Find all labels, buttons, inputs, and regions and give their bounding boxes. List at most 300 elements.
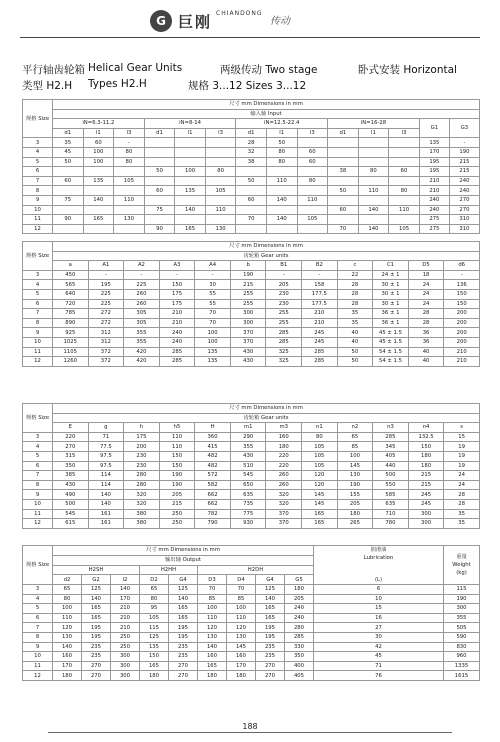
size-cell: 4 <box>23 594 53 604</box>
table-cell: 30 <box>195 280 231 290</box>
table-cell: 177.5 <box>302 289 338 299</box>
table-row <box>23 642 480 652</box>
table-cell: 230 <box>266 289 302 299</box>
table-cell <box>266 186 297 196</box>
table-cell: 275 <box>419 224 449 234</box>
table-cell: 36 <box>408 328 444 338</box>
table-row <box>23 328 480 338</box>
table-cell: 355 <box>230 442 266 452</box>
table-cell <box>175 215 206 225</box>
table-cell: 350 <box>53 461 89 471</box>
table-cell <box>205 195 236 205</box>
table-cell: 590 <box>444 632 480 642</box>
table-cell: 240 <box>449 176 479 186</box>
table-cell: 370 <box>266 519 302 529</box>
table-row <box>23 186 480 196</box>
table-cell: 105 <box>302 461 338 471</box>
table-cell: 136 <box>444 280 480 290</box>
table-cell: 1335 <box>444 661 480 671</box>
table-cell: 161 <box>88 509 124 519</box>
table-cell: 105 <box>389 224 420 234</box>
table-cell: 85 <box>337 442 373 452</box>
table-cell <box>175 176 206 186</box>
table-cell: 250 <box>111 642 140 652</box>
table-cell: 150 <box>444 289 480 299</box>
group-header: H2SH <box>53 565 140 575</box>
table-cell: 195 <box>419 157 449 167</box>
table-cell: 195 <box>82 623 111 633</box>
table-cell: 19 <box>444 442 480 452</box>
table-row <box>23 167 480 177</box>
table-cell <box>236 224 267 234</box>
table-cell: 55 <box>195 289 231 299</box>
table-cell: 1025 <box>53 337 89 347</box>
table-cell <box>83 205 114 215</box>
gear-units-header: 齿轮箱 Gear units <box>53 413 480 423</box>
col-header: d1 <box>328 128 359 138</box>
table-cell: 550 <box>373 480 409 490</box>
table-cell: 255 <box>266 309 302 319</box>
page-number: 188 <box>242 722 258 731</box>
output-header: 输出轴 Output <box>53 555 314 565</box>
table-cell: 780 <box>373 519 409 529</box>
table-row <box>23 480 480 490</box>
table-cell: 430 <box>230 451 266 461</box>
table-cell: 110 <box>227 613 256 623</box>
table-cell: 135 <box>175 186 206 196</box>
table-cell: 80 <box>297 176 328 186</box>
col-header: d2 <box>53 575 82 585</box>
table-row <box>23 509 480 519</box>
table-cell <box>389 176 420 186</box>
footer-rule <box>48 732 452 733</box>
size-cell: 6 <box>23 461 53 471</box>
table-cell: 225 <box>88 289 124 299</box>
table-cell: 145 <box>337 461 373 471</box>
table-cell: 95 <box>140 604 169 614</box>
lub-unit: (L) <box>374 577 383 583</box>
table-cell <box>389 138 420 148</box>
table-cell <box>328 195 359 205</box>
col-header: d1 <box>144 128 175 138</box>
table-cell: 225 <box>88 299 124 309</box>
table-cell: 180 <box>285 585 314 595</box>
col-header: m1 <box>230 423 266 433</box>
table-cell <box>144 147 175 157</box>
table-cell: - <box>302 270 338 280</box>
table-cell: 420 <box>124 347 160 357</box>
table-cell: 190 <box>230 270 266 280</box>
table-row <box>23 138 480 148</box>
table-cell: 785 <box>53 309 89 319</box>
table-cell: 350 <box>285 652 314 662</box>
table-cell: 80 <box>266 147 297 157</box>
table-cell: 270 <box>82 671 111 681</box>
size-cell: 8 <box>23 318 53 328</box>
table-cell: 80 <box>389 186 420 196</box>
table-cell: 235 <box>169 652 198 662</box>
table-cell: 255 <box>266 318 302 328</box>
table-cell: 420 <box>124 357 160 367</box>
size-cell: 7 <box>23 309 53 319</box>
table-cell: 140 <box>198 642 227 652</box>
type-en: Types H2.H <box>88 78 147 90</box>
col-header: A1 <box>88 261 124 271</box>
table-cell: 505 <box>444 623 480 633</box>
table-row <box>23 499 480 509</box>
table-cell: 22 <box>337 270 373 280</box>
table-cell: 300 <box>230 318 266 328</box>
table-cell: 24 ± 1 <box>373 270 409 280</box>
col-header: B2 <box>302 261 338 271</box>
table-cell <box>53 167 84 177</box>
table-cell: 175 <box>159 299 195 309</box>
table-cell: 140 <box>88 499 124 509</box>
table-cell: 50 <box>236 176 267 186</box>
table-cell <box>83 167 114 177</box>
table-cell: 24 <box>444 471 480 481</box>
table-cell: 45 <box>314 652 444 662</box>
table-cell: 80 <box>114 147 145 157</box>
col-header: l3 <box>114 128 145 138</box>
table-row <box>23 347 480 357</box>
sizes: 规格 3...12 Sizes 3...12 <box>188 80 307 92</box>
table-cell <box>236 205 267 215</box>
table-cell: 45 ± 1.5 <box>373 328 409 338</box>
title-en: Helical Gear Units <box>88 62 183 74</box>
table-cell: 205 <box>337 499 373 509</box>
table-cell: 320 <box>266 499 302 509</box>
table-cell: 380 <box>124 509 160 519</box>
table-cell: 110 <box>389 205 420 215</box>
table-cell: 19 <box>444 451 480 461</box>
table-cell: 75 <box>144 205 175 215</box>
table-cell: 482 <box>195 451 231 461</box>
table-cell: 195 <box>88 280 124 290</box>
col-header: s <box>444 423 480 433</box>
col-header: l3 <box>389 128 420 138</box>
table-cell: 240 <box>419 195 449 205</box>
table-cell: 565 <box>53 280 89 290</box>
table-cell: 180 <box>337 509 373 519</box>
table-cell: 230 <box>124 451 160 461</box>
table-cell: 280 <box>285 623 314 633</box>
size-header: 规格 Size <box>23 546 53 585</box>
table-cell: 71 <box>314 661 444 671</box>
table-cell: 370 <box>230 337 266 347</box>
table-cell: 15 <box>444 432 480 442</box>
table-cell: 145 <box>302 490 338 500</box>
table-cell: 110 <box>297 195 328 205</box>
table-cell: 720 <box>53 299 89 309</box>
table-cell: 370 <box>230 328 266 338</box>
table-cell: 155 <box>337 490 373 500</box>
table-cell: - <box>159 270 195 280</box>
table-cell: 160 <box>266 432 302 442</box>
table-cell: 105 <box>205 186 236 196</box>
table-cell: 355 <box>124 337 160 347</box>
size-cell: 11 <box>23 347 53 357</box>
ratio-range: iN=12.5-22.4 <box>236 119 328 129</box>
table-cell: 300 <box>111 661 140 671</box>
table-cell: 180 <box>227 671 256 681</box>
table-row <box>23 623 480 633</box>
table-cell: 235 <box>82 652 111 662</box>
size-cell: 3 <box>23 138 53 148</box>
table-cell: 235 <box>256 642 285 652</box>
table-cell <box>358 138 389 148</box>
table-cell: 285 <box>159 347 195 357</box>
table-row <box>23 318 480 328</box>
table-row <box>23 632 480 642</box>
table-cell: 415 <box>195 442 231 452</box>
table-cell: 240 <box>159 328 195 338</box>
table-cell: 130 <box>114 215 145 225</box>
table-cell: 85 <box>198 594 227 604</box>
table-cell: 85 <box>227 594 256 604</box>
table-cell <box>266 224 297 234</box>
table-cell: 890 <box>53 318 89 328</box>
table-cell: 510 <box>230 461 266 471</box>
table-cell: - <box>266 270 302 280</box>
table-cell: 215 <box>408 480 444 490</box>
table-cell: 250 <box>159 509 195 519</box>
table-cell: 180 <box>266 442 302 452</box>
table-cell: 310 <box>449 215 479 225</box>
table-row <box>23 195 480 205</box>
table-cell: 120 <box>302 480 338 490</box>
table-cell: 300 <box>111 652 140 662</box>
table-cell <box>358 215 389 225</box>
table-cell: 220 <box>266 451 302 461</box>
table-cell: 65 <box>337 432 373 442</box>
col-header: l3 <box>297 128 328 138</box>
col-header: l1 <box>266 128 297 138</box>
table-cell: 235 <box>169 642 198 652</box>
table-cell: 615 <box>53 519 89 529</box>
size-cell: 5 <box>23 604 53 614</box>
table-cell: 110 <box>266 176 297 186</box>
table-cell: 140 <box>266 215 297 225</box>
table-cell: 440 <box>373 461 409 471</box>
table-cell: 210 <box>159 309 195 319</box>
table-cell: 140 <box>169 594 198 604</box>
table-cell: 145 <box>227 642 256 652</box>
table-cell: 70 <box>227 585 256 595</box>
table-cell: 195 <box>169 623 198 633</box>
table-cell: 215 <box>408 471 444 481</box>
table-row <box>23 309 480 319</box>
table-cell: 300 <box>444 604 480 614</box>
header-divider <box>20 37 480 38</box>
size-cell: 3 <box>23 432 53 442</box>
table-cell: 240 <box>419 205 449 215</box>
table-cell: 110 <box>205 205 236 215</box>
col-header: n2 <box>337 423 373 433</box>
logo-mark: G <box>150 10 172 32</box>
table-cell: 195 <box>256 623 285 633</box>
table-cell <box>328 157 359 167</box>
table-cell: 272 <box>88 318 124 328</box>
table-cell: 135 <box>140 642 169 652</box>
table-cell: 210 <box>302 309 338 319</box>
table-cell: - <box>124 270 160 280</box>
table-cell: 662 <box>195 490 231 500</box>
table-cell: 150 <box>159 280 195 290</box>
table-cell <box>53 205 84 215</box>
table-cell: 110 <box>358 186 389 196</box>
table-cell: 960 <box>444 652 480 662</box>
table-cell: 245 <box>302 328 338 338</box>
table-cell: 190 <box>337 480 373 490</box>
table-cell: - <box>88 270 124 280</box>
size-cell: 3 <box>23 585 53 595</box>
table-row <box>23 471 480 481</box>
col-header: D2 <box>140 575 169 585</box>
col-header: l3 <box>205 128 236 138</box>
table-cell: 300 <box>230 309 266 319</box>
table-cell: 160 <box>198 652 227 662</box>
table-cell: 140 <box>53 642 82 652</box>
table-cell: 195 <box>256 632 285 642</box>
col-header: D4 <box>227 575 256 585</box>
table-cell: 54 ± 1.5 <box>373 357 409 367</box>
table-cell: 250 <box>159 519 195 529</box>
table-cell: 260 <box>124 299 160 309</box>
table-cell: 215 <box>230 280 266 290</box>
table-row <box>23 661 480 671</box>
table-cell: 255 <box>230 289 266 299</box>
table-cell: 312 <box>88 328 124 338</box>
table-cell: 130 <box>53 632 82 642</box>
table-cell: 135 <box>195 357 231 367</box>
group-header: H2HH <box>140 565 198 575</box>
table-cell: 210 <box>159 318 195 328</box>
size-header: 规格 Size <box>23 404 53 433</box>
table-cell: 6 <box>314 585 444 595</box>
size-cell: 9 <box>23 490 53 500</box>
table-cell: 150 <box>159 451 195 461</box>
table-cell: 405 <box>285 671 314 681</box>
table-cell: 35 <box>444 509 480 519</box>
col-header: d1 <box>53 128 84 138</box>
table-cell: 55 <box>195 299 231 309</box>
col-header: D3 <box>198 575 227 585</box>
table-cell: 27 <box>314 623 444 633</box>
table-cell: 70 <box>328 224 359 234</box>
table-cell: 240 <box>285 613 314 623</box>
table-cell <box>297 205 328 215</box>
brand-logo <box>150 10 350 34</box>
table-cell: 45 ± 1.5 <box>373 337 409 347</box>
table-cell: 132.5 <box>408 432 444 442</box>
table-cell: 60 <box>83 138 114 148</box>
table-cell: 490 <box>53 490 89 500</box>
table-cell: 165 <box>82 613 111 623</box>
table-cell <box>358 157 389 167</box>
table-cell: 28 <box>444 490 480 500</box>
gear-unit-table-1 <box>22 241 480 367</box>
table-cell: 135 <box>419 138 449 148</box>
table-cell: 42 <box>314 642 444 652</box>
table-cell: 280 <box>124 471 160 481</box>
table-cell: 290 <box>230 432 266 442</box>
size-cell: 8 <box>23 632 53 642</box>
table-cell: 265 <box>337 519 373 529</box>
table-row <box>23 147 480 157</box>
table-cell: 60 <box>53 176 84 186</box>
col-header: H <box>195 423 231 433</box>
table-cell: 205 <box>285 594 314 604</box>
table-cell <box>175 195 206 205</box>
table-cell: 90 <box>53 215 84 225</box>
table-cell <box>297 138 328 148</box>
title-mount: 卧式安装 Horizontal <box>358 64 457 76</box>
table-cell: - <box>114 138 145 148</box>
table-cell: 635 <box>230 490 266 500</box>
table-cell: 482 <box>195 461 231 471</box>
table-cell: 80 <box>205 167 236 177</box>
table-cell <box>144 215 175 225</box>
table-cell: 100 <box>53 604 82 614</box>
table-cell: 270 <box>256 671 285 681</box>
col-header: l2 <box>111 575 140 585</box>
table-cell: 105 <box>302 442 338 452</box>
wt-unit: (kg) <box>456 570 467 576</box>
table-cell <box>144 138 175 148</box>
table-cell: 830 <box>444 642 480 652</box>
table-cell <box>328 147 359 157</box>
table-cell: 235 <box>256 652 285 662</box>
table-cell: 272 <box>88 309 124 319</box>
table-cell: 190 <box>444 594 480 604</box>
type-cn: 类型 H2.H <box>22 80 73 92</box>
table-cell: 32 <box>236 147 267 157</box>
table-cell: 10 <box>314 594 444 604</box>
table-cell: 270 <box>169 661 198 671</box>
table-row <box>23 289 480 299</box>
table-cell: 245 <box>408 499 444 509</box>
col-header: A2 <box>124 261 160 271</box>
size-cell: 9 <box>23 642 53 652</box>
table-cell <box>175 147 206 157</box>
table-cell: 114 <box>88 480 124 490</box>
size-cell: 10 <box>23 337 53 347</box>
table-cell: 230 <box>124 461 160 471</box>
dim-header: 尺寸 mm Dimensions in mm <box>53 100 480 110</box>
col-header: G3 <box>449 119 479 138</box>
table-cell <box>144 195 175 205</box>
table-cell: 280 <box>124 480 160 490</box>
table-cell: 30 ± 1 <box>373 289 409 299</box>
table-cell: 40 <box>408 357 444 367</box>
size-cell: 8 <box>23 480 53 490</box>
table-row <box>23 451 480 461</box>
table-cell: 130 <box>205 224 236 234</box>
table-cell: 270 <box>449 205 479 215</box>
table-cell: 325 <box>266 347 302 357</box>
table-row <box>23 280 480 290</box>
table-cell: 320 <box>266 490 302 500</box>
table-cell: 115 <box>444 585 480 595</box>
table-cell <box>205 176 236 186</box>
table-cell: 210 <box>111 604 140 614</box>
table-cell: 40 <box>337 328 373 338</box>
size-cell: 10 <box>23 205 53 215</box>
table-cell: 100 <box>83 147 114 157</box>
size-cell: 9 <box>23 195 53 205</box>
table-cell: 430 <box>53 480 89 490</box>
